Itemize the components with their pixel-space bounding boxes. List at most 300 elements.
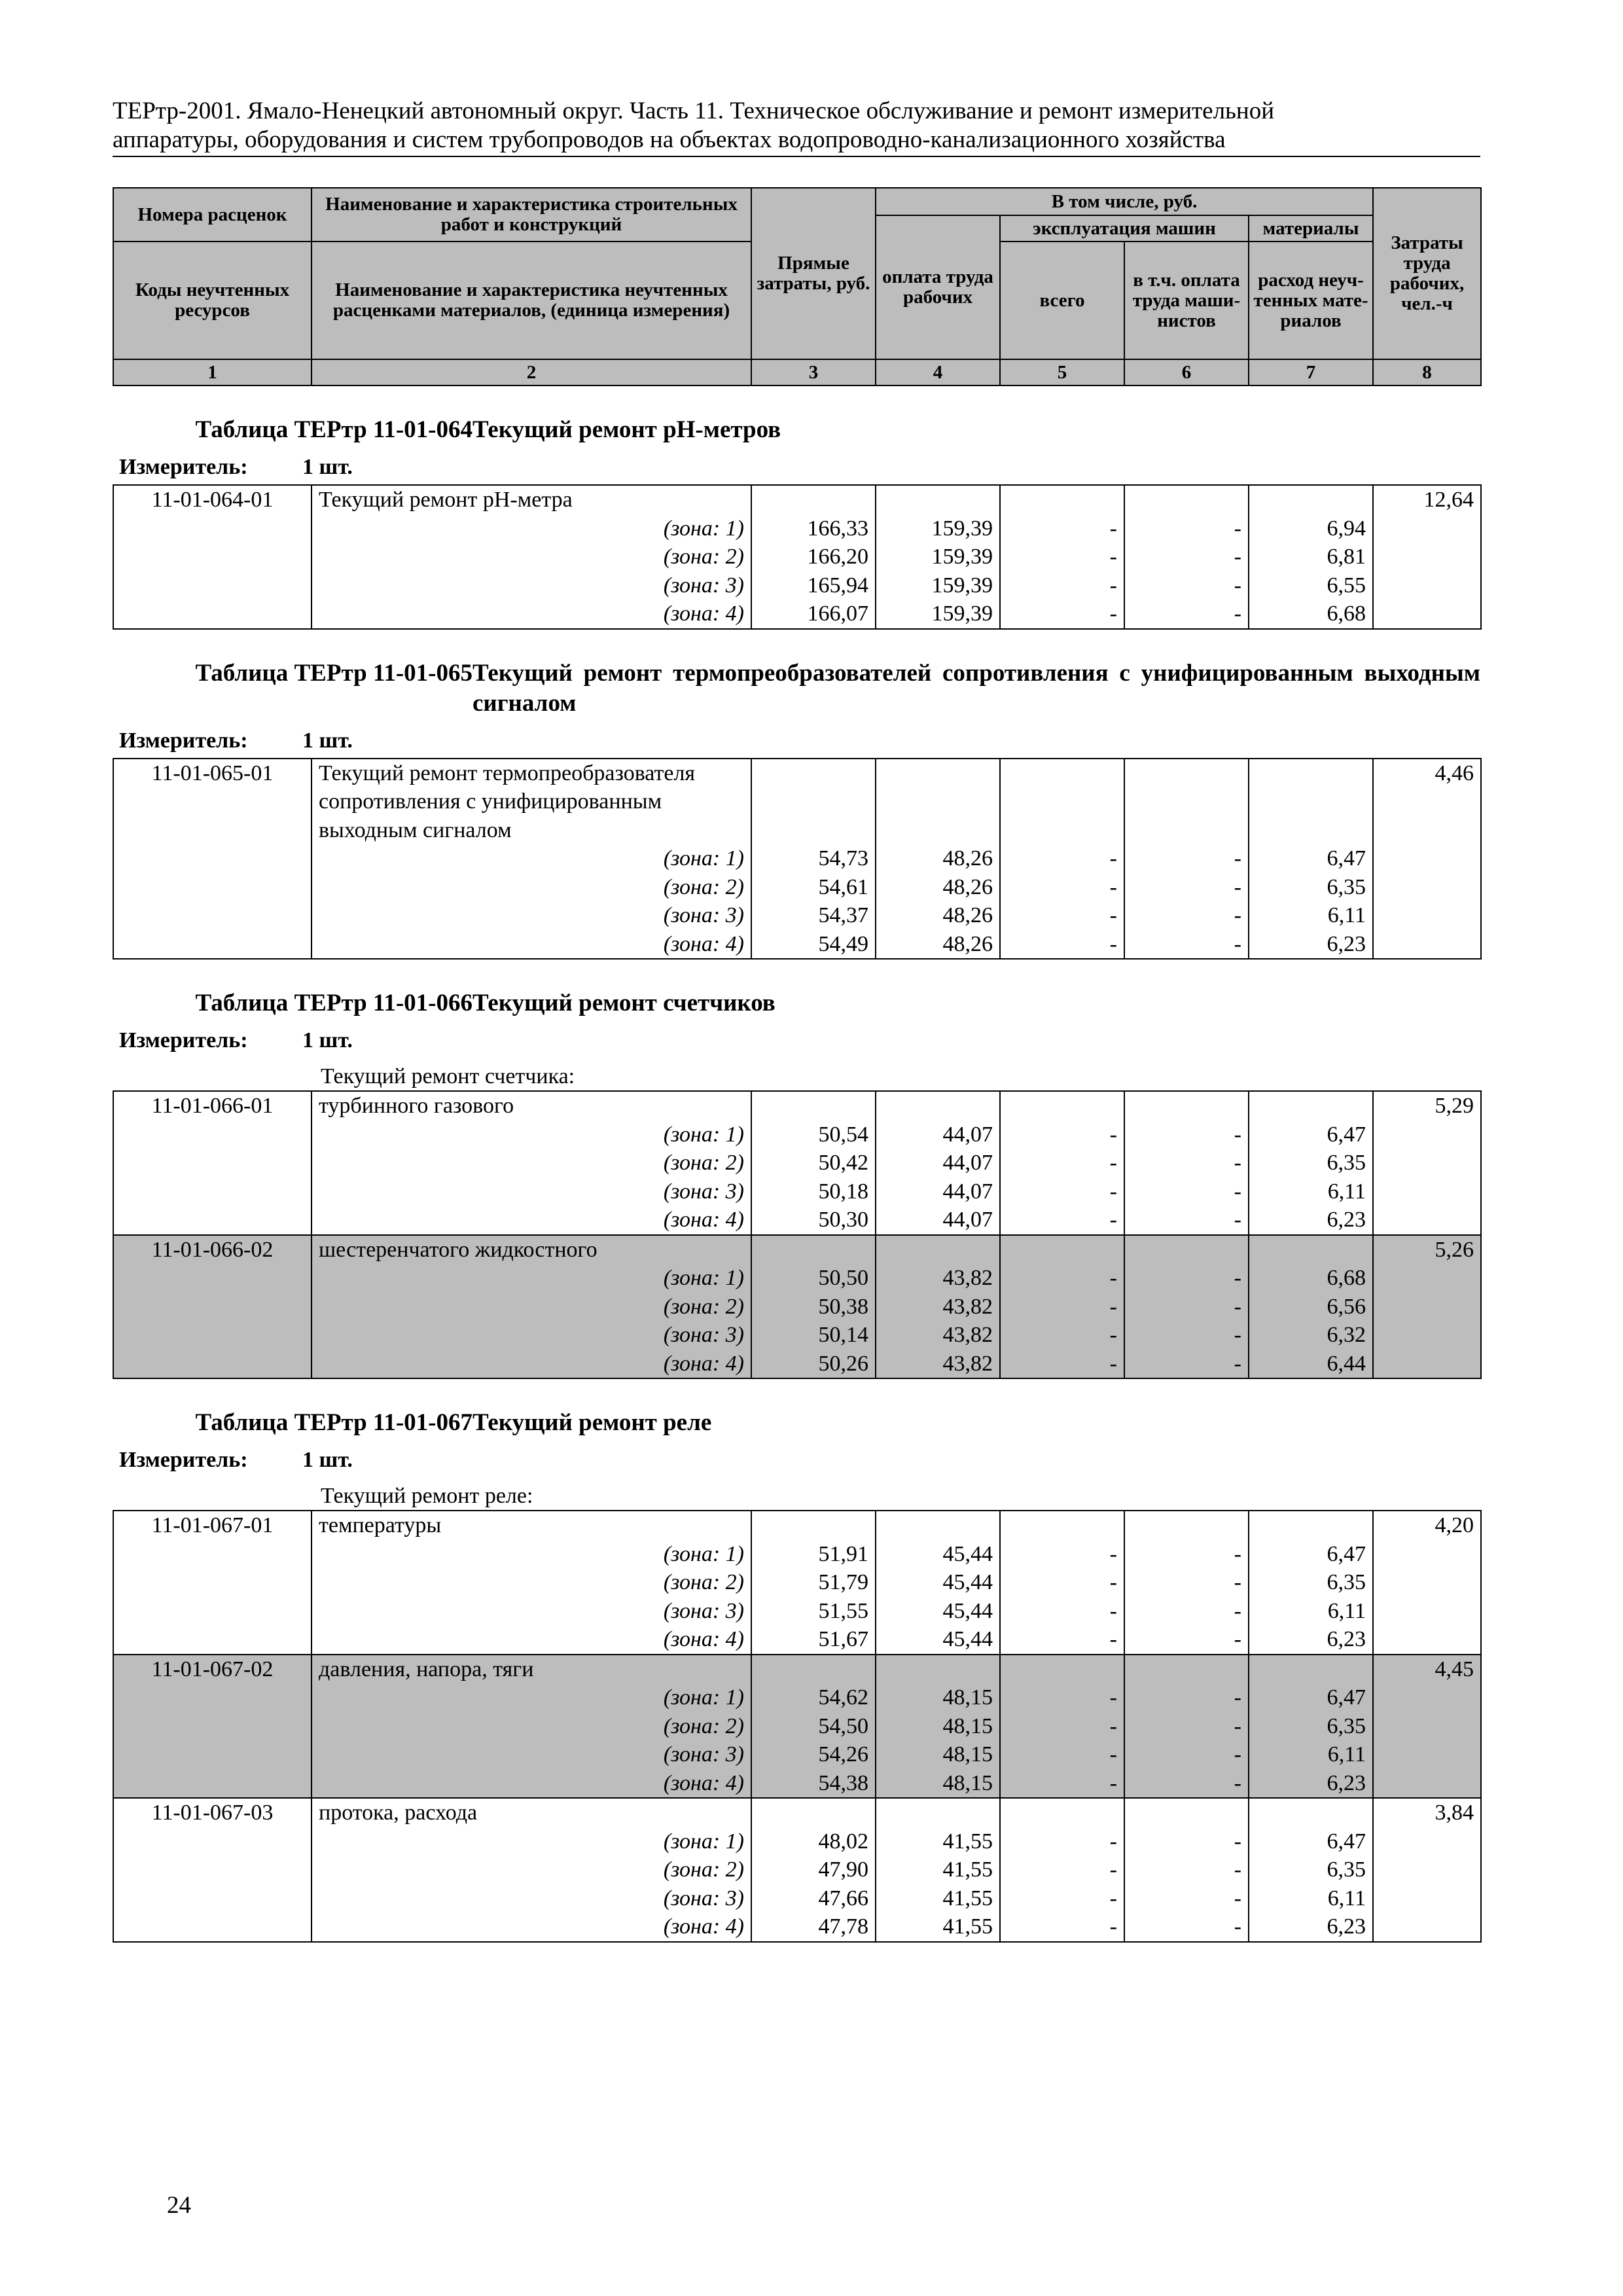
value-cell: 48,15	[876, 1683, 1000, 1712]
col2-top: Наименование и характеристика строительных работ и конструкций	[312, 188, 751, 242]
empty-cell	[1373, 873, 1481, 902]
zone-label: (зона: 1)	[312, 514, 751, 543]
section-name: Текущий ремонт pH-метров	[473, 416, 781, 443]
empty-cell	[113, 1625, 312, 1655]
empty-cell	[1373, 1293, 1481, 1321]
empty-cell	[1000, 759, 1124, 845]
empty-cell	[113, 1683, 312, 1712]
zone-label: (зона: 4)	[312, 1350, 751, 1379]
zone-label: (зона: 1)	[312, 1264, 751, 1293]
value-cell: -	[1000, 1264, 1124, 1293]
empty-cell	[113, 1912, 312, 1942]
value-cell: -	[1124, 1264, 1249, 1293]
col-number: 1	[113, 359, 312, 386]
value-cell: -	[1124, 571, 1249, 600]
rate-code: 11-01-064-01	[113, 485, 312, 514]
value-cell: -	[1124, 1177, 1249, 1206]
empty-cell	[1373, 1350, 1481, 1379]
col6-header: в т.ч. оплата труда маши-нистов	[1124, 242, 1249, 359]
table-row	[113, 543, 1481, 571]
value-cell: 43,82	[876, 1350, 1000, 1379]
incl-header: В том числе, руб.	[876, 188, 1373, 215]
table-row	[113, 1856, 1481, 1884]
measure-label: Измеритель:	[119, 728, 248, 753]
empty-cell	[1373, 1121, 1481, 1149]
col1-bottom: Коды неучтенных ресурсов	[113, 242, 312, 359]
empty-cell	[113, 1293, 312, 1321]
value-cell: -	[1000, 1293, 1124, 1321]
group-lead-text: Текущий ремонт счетчика:	[321, 1064, 575, 1088]
measure-label: Измеритель:	[119, 1028, 248, 1052]
value-cell: 6,11	[1249, 1177, 1373, 1206]
table-row	[113, 1121, 1481, 1149]
value-cell: 43,82	[876, 1293, 1000, 1321]
value-cell: 48,15	[876, 1769, 1000, 1799]
work-name: температуры	[312, 1511, 751, 1540]
empty-cell	[1373, 1912, 1481, 1942]
measure-value: 1 шт.	[302, 1028, 353, 1052]
empty-cell	[876, 1235, 1000, 1265]
value-cell: -	[1124, 514, 1249, 543]
measure-label: Измеритель:	[119, 455, 248, 479]
value-cell: -	[1124, 1856, 1249, 1884]
zone-label: (зона: 2)	[312, 1568, 751, 1597]
value-cell: -	[1124, 1683, 1249, 1712]
value-cell: 50,38	[751, 1293, 876, 1321]
empty-cell	[1373, 1540, 1481, 1569]
section-name: Текущий ремонт термопреобразователей сопротивления с унифицированным выходным сигналом	[473, 659, 1480, 717]
value-cell: 166,33	[751, 514, 876, 543]
value-cell: 6,23	[1249, 1769, 1373, 1799]
value-cell: 159,39	[876, 514, 1000, 543]
empty-cell	[1124, 1091, 1249, 1121]
empty-cell	[1373, 1740, 1481, 1769]
empty-cell	[113, 1597, 312, 1626]
empty-cell	[1124, 1511, 1249, 1540]
table-row	[113, 930, 1481, 960]
value-cell: 6,35	[1249, 1568, 1373, 1597]
value-cell: -	[1000, 930, 1124, 960]
value-cell: -	[1000, 1597, 1124, 1626]
col-number: 6	[1124, 359, 1249, 386]
work-name: Текущий ремонт термопреобразователя сопротивления с унифицированным выходным сигналом	[312, 759, 751, 845]
value-cell: 6,47	[1249, 844, 1373, 873]
value-cell: 166,20	[751, 543, 876, 571]
value-cell: 6,68	[1249, 1264, 1373, 1293]
empty-cell	[113, 1769, 312, 1799]
value-cell: 6,23	[1249, 1912, 1373, 1942]
value-cell: -	[1000, 514, 1124, 543]
col-number: 5	[1000, 359, 1124, 386]
table-row	[113, 1511, 1481, 1540]
value-cell: 45,44	[876, 1568, 1000, 1597]
empty-cell	[113, 571, 312, 600]
value-cell: 54,62	[751, 1683, 876, 1712]
value-cell: 6,35	[1249, 1149, 1373, 1177]
labor-cost: 3,84	[1373, 1798, 1481, 1827]
table-row	[113, 485, 1481, 514]
labor-cost: 12,64	[1373, 485, 1481, 514]
value-cell: 51,67	[751, 1625, 876, 1655]
table-row	[113, 1827, 1481, 1856]
zone-label: (зона: 1)	[312, 1121, 751, 1149]
value-cell: 165,94	[751, 571, 876, 600]
table-row	[113, 1597, 1481, 1626]
value-cell: 166,07	[751, 600, 876, 629]
work-name: турбинного газового	[312, 1091, 751, 1121]
value-cell: -	[1000, 1568, 1124, 1597]
value-cell: 6,11	[1249, 1740, 1373, 1769]
zone-label: (зона: 2)	[312, 543, 751, 571]
empty-cell	[1373, 1177, 1481, 1206]
value-cell: 6,55	[1249, 571, 1373, 600]
empty-cell	[1249, 1655, 1373, 1684]
value-cell: 47,66	[751, 1884, 876, 1913]
value-cell: 44,07	[876, 1206, 1000, 1235]
measure-line	[113, 1028, 1480, 1054]
work-name: протока, расхода	[312, 1798, 751, 1827]
table-row	[113, 1206, 1481, 1235]
measure-line	[113, 454, 1480, 480]
value-cell: -	[1000, 1912, 1124, 1942]
empty-cell	[1124, 1798, 1249, 1827]
value-cell: -	[1000, 1740, 1124, 1769]
value-cell: 44,07	[876, 1149, 1000, 1177]
labor-cost: 5,26	[1373, 1235, 1481, 1265]
table-row	[113, 1625, 1481, 1655]
rate-code: 11-01-065-01	[113, 759, 312, 845]
table-row	[113, 571, 1481, 600]
value-cell: -	[1124, 1712, 1249, 1741]
value-cell: -	[1124, 1540, 1249, 1569]
section-title	[113, 1408, 1480, 1438]
empty-cell	[1373, 1625, 1481, 1655]
empty-cell	[113, 1149, 312, 1177]
empty-cell	[1373, 930, 1481, 960]
value-cell: 6,11	[1249, 1884, 1373, 1913]
value-cell: 50,26	[751, 1350, 876, 1379]
value-cell: -	[1000, 1769, 1124, 1799]
empty-cell	[1373, 901, 1481, 930]
empty-cell	[1373, 1683, 1481, 1712]
value-cell: 6,11	[1249, 901, 1373, 930]
value-cell: -	[1124, 1769, 1249, 1799]
col8-header: Затраты труда рабочих, чел.-ч	[1373, 188, 1481, 359]
empty-cell	[1249, 485, 1373, 514]
value-cell: 159,39	[876, 600, 1000, 629]
section-title	[113, 658, 1480, 719]
labor-cost: 4,46	[1373, 759, 1481, 845]
table-row	[113, 1540, 1481, 1569]
empty-cell	[113, 901, 312, 930]
value-cell: 50,54	[751, 1121, 876, 1149]
empty-cell	[113, 1712, 312, 1741]
value-cell: 6,35	[1249, 873, 1373, 902]
rates-table	[113, 758, 1482, 960]
col5-header: всего	[1000, 242, 1124, 359]
table-row	[113, 1177, 1481, 1206]
value-cell: -	[1124, 1206, 1249, 1235]
value-cell: -	[1000, 1856, 1124, 1884]
empty-cell	[1000, 485, 1124, 514]
value-cell: 44,07	[876, 1121, 1000, 1149]
table-row	[113, 844, 1481, 873]
value-cell: 50,30	[751, 1206, 876, 1235]
rate-code: 11-01-067-01	[113, 1511, 312, 1540]
value-cell: -	[1000, 873, 1124, 902]
value-cell: 48,15	[876, 1712, 1000, 1741]
value-cell: 6,47	[1249, 1121, 1373, 1149]
page-number: 24	[167, 2192, 191, 2219]
value-cell: 51,91	[751, 1540, 876, 1569]
zone-label: (зона: 2)	[312, 1712, 751, 1741]
empty-cell	[1373, 1856, 1481, 1884]
measure-label: Измеритель:	[119, 1448, 248, 1472]
value-cell: -	[1124, 1912, 1249, 1942]
value-cell: -	[1000, 1540, 1124, 1569]
section-number: Таблица ТЕРтр 11-01-065	[195, 659, 473, 687]
table-row	[113, 1235, 1481, 1265]
table-row	[113, 873, 1481, 902]
empty-cell	[876, 1798, 1000, 1827]
value-cell: -	[1000, 1712, 1124, 1741]
table-row	[113, 1350, 1481, 1379]
value-cell: -	[1124, 1827, 1249, 1856]
empty-cell	[1373, 1769, 1481, 1799]
col-number: 8	[1373, 359, 1481, 386]
value-cell: -	[1124, 543, 1249, 571]
value-cell: 48,26	[876, 930, 1000, 960]
value-cell: -	[1124, 1350, 1249, 1379]
value-cell: 50,14	[751, 1321, 876, 1350]
section-title	[113, 988, 1480, 1018]
zone-label: (зона: 3)	[312, 1597, 751, 1626]
empty-cell	[876, 485, 1000, 514]
value-cell: 48,26	[876, 844, 1000, 873]
value-cell: 44,07	[876, 1177, 1000, 1206]
value-cell: 159,39	[876, 571, 1000, 600]
table-row	[113, 1091, 1481, 1121]
zone-label: (зона: 1)	[312, 1683, 751, 1712]
measure-value: 1 шт.	[302, 1448, 353, 1472]
value-cell: -	[1124, 1625, 1249, 1655]
header-line-1: ТЕРтр-2001. Ямало-Ненецкий автономный округ. Часть 11. Техническое обслуживание и ремонт измерительной	[113, 98, 1275, 124]
value-cell: 6,44	[1249, 1350, 1373, 1379]
value-cell: -	[1000, 600, 1124, 629]
empty-cell	[751, 485, 876, 514]
rates-table	[113, 484, 1482, 630]
value-cell: 6,56	[1249, 1293, 1373, 1321]
section-name: Текущий ремонт реле	[473, 1409, 712, 1436]
empty-cell	[1124, 759, 1249, 845]
empty-cell	[1373, 844, 1481, 873]
value-cell: -	[1124, 600, 1249, 629]
empty-cell	[1000, 1511, 1124, 1540]
value-cell: -	[1000, 1884, 1124, 1913]
empty-cell	[1373, 1827, 1481, 1856]
empty-cell	[1373, 1321, 1481, 1350]
value-cell: -	[1124, 1321, 1249, 1350]
value-cell: -	[1000, 1350, 1124, 1379]
value-cell: 54,50	[751, 1712, 876, 1741]
empty-cell	[113, 600, 312, 629]
table-row	[113, 1769, 1481, 1799]
zone-label: (зона: 4)	[312, 1912, 751, 1942]
value-cell: 45,44	[876, 1540, 1000, 1569]
rate-code: 11-01-067-03	[113, 1798, 312, 1827]
value-cell: -	[1000, 1149, 1124, 1177]
table-row	[113, 1683, 1481, 1712]
value-cell: 6,11	[1249, 1597, 1373, 1626]
zone-label: (зона: 4)	[312, 930, 751, 960]
table-row	[113, 1740, 1481, 1769]
measure-line	[113, 728, 1480, 754]
empty-cell	[113, 543, 312, 571]
table-row	[113, 1321, 1481, 1350]
value-cell: -	[1000, 844, 1124, 873]
empty-cell	[751, 1091, 876, 1121]
work-name: шестеренчатого жидкостного	[312, 1235, 751, 1265]
value-cell: 6,94	[1249, 514, 1373, 543]
value-cell: 48,15	[876, 1740, 1000, 1769]
value-cell: -	[1124, 1149, 1249, 1177]
col4-header: оплата труда рабочих	[876, 215, 1000, 359]
rates-table	[113, 1510, 1482, 1943]
table-row	[113, 514, 1481, 543]
value-cell: 6,23	[1249, 1206, 1373, 1235]
rate-code: 11-01-066-01	[113, 1091, 312, 1121]
empty-cell	[876, 1511, 1000, 1540]
table-row	[113, 1884, 1481, 1913]
empty-cell	[113, 844, 312, 873]
col3-header: Прямые затраты, руб.	[751, 188, 876, 359]
empty-cell	[1373, 1206, 1481, 1235]
value-cell: -	[1000, 1625, 1124, 1655]
table-row	[113, 1912, 1481, 1942]
column-header-table	[113, 187, 1482, 386]
rate-code: 11-01-067-02	[113, 1655, 312, 1684]
col-number: 4	[876, 359, 1000, 386]
value-cell: 6,81	[1249, 543, 1373, 571]
value-cell: -	[1124, 1597, 1249, 1626]
empty-cell	[751, 1235, 876, 1265]
empty-cell	[876, 759, 1000, 845]
zone-label: (зона: 3)	[312, 1740, 751, 1769]
empty-cell	[1249, 1091, 1373, 1121]
col-number: 7	[1249, 359, 1373, 386]
empty-cell	[1249, 1798, 1373, 1827]
empty-cell	[113, 1827, 312, 1856]
empty-cell	[1124, 1235, 1249, 1265]
value-cell: 54,38	[751, 1769, 876, 1799]
empty-cell	[876, 1091, 1000, 1121]
value-cell: 48,02	[751, 1827, 876, 1856]
empty-cell	[1373, 1149, 1481, 1177]
value-cell: 45,44	[876, 1625, 1000, 1655]
value-cell: 54,37	[751, 901, 876, 930]
zone-label: (зона: 3)	[312, 1177, 751, 1206]
zone-label: (зона: 3)	[312, 901, 751, 930]
empty-cell	[1373, 1568, 1481, 1597]
value-cell: -	[1124, 1121, 1249, 1149]
measure-line	[113, 1447, 1480, 1473]
zone-label: (зона: 3)	[312, 1321, 751, 1350]
empty-cell	[751, 759, 876, 845]
value-cell: 6,23	[1249, 930, 1373, 960]
value-cell: 6,47	[1249, 1683, 1373, 1712]
empty-cell	[113, 1206, 312, 1235]
empty-cell	[1373, 1597, 1481, 1626]
measure-value: 1 шт.	[302, 455, 353, 479]
table-row	[113, 1149, 1481, 1177]
zone-label: (зона: 4)	[312, 1625, 751, 1655]
labor-cost: 5,29	[1373, 1091, 1481, 1121]
value-cell: 6,47	[1249, 1540, 1373, 1569]
value-cell: -	[1124, 930, 1249, 960]
value-cell: 54,49	[751, 930, 876, 960]
value-cell: 50,18	[751, 1177, 876, 1206]
value-cell: -	[1124, 844, 1249, 873]
empty-cell	[113, 1740, 312, 1769]
zone-label: (зона: 4)	[312, 600, 751, 629]
empty-cell	[1373, 600, 1481, 629]
empty-cell	[113, 1540, 312, 1569]
zone-label: (зона: 1)	[312, 1540, 751, 1569]
value-cell: 54,73	[751, 844, 876, 873]
col2-bottom: Наименование и характеристика неучтенных расценками материалов, (единица измерения)	[312, 242, 751, 359]
value-cell: 54,26	[751, 1740, 876, 1769]
table-row	[113, 1798, 1481, 1827]
zone-label: (зона: 1)	[312, 1827, 751, 1856]
empty-cell	[1373, 514, 1481, 543]
value-cell: 48,26	[876, 901, 1000, 930]
value-cell: 47,90	[751, 1856, 876, 1884]
empty-cell	[876, 1655, 1000, 1684]
empty-cell	[751, 1798, 876, 1827]
value-cell: 51,55	[751, 1597, 876, 1626]
col-number: 2	[312, 359, 751, 386]
value-cell: -	[1000, 1177, 1124, 1206]
value-cell: 6,68	[1249, 600, 1373, 629]
zone-label: (зона: 1)	[312, 844, 751, 873]
machines-header: эксплуатация машин	[1000, 215, 1249, 242]
value-cell: 159,39	[876, 543, 1000, 571]
value-cell: 43,82	[876, 1264, 1000, 1293]
table-row	[113, 901, 1481, 930]
value-cell: 45,44	[876, 1597, 1000, 1626]
empty-cell	[1000, 1798, 1124, 1827]
materials-header: материалы	[1249, 215, 1373, 242]
value-cell: 51,79	[751, 1568, 876, 1597]
section-name: Текущий ремонт счетчиков	[473, 990, 776, 1016]
value-cell: -	[1000, 543, 1124, 571]
value-cell: -	[1000, 901, 1124, 930]
col7-header: расход неуч-тенных мате-риалов	[1249, 242, 1373, 359]
table-row	[113, 1655, 1481, 1684]
empty-cell	[1000, 1091, 1124, 1121]
rate-code: 11-01-066-02	[113, 1235, 312, 1265]
table-row	[113, 600, 1481, 629]
empty-cell	[113, 1177, 312, 1206]
empty-cell	[113, 1568, 312, 1597]
value-cell: -	[1124, 1884, 1249, 1913]
empty-cell	[113, 1350, 312, 1379]
empty-cell	[1373, 1712, 1481, 1741]
value-cell: -	[1000, 1827, 1124, 1856]
empty-cell	[113, 514, 312, 543]
value-cell: 41,55	[876, 1856, 1000, 1884]
value-cell: 6,47	[1249, 1827, 1373, 1856]
